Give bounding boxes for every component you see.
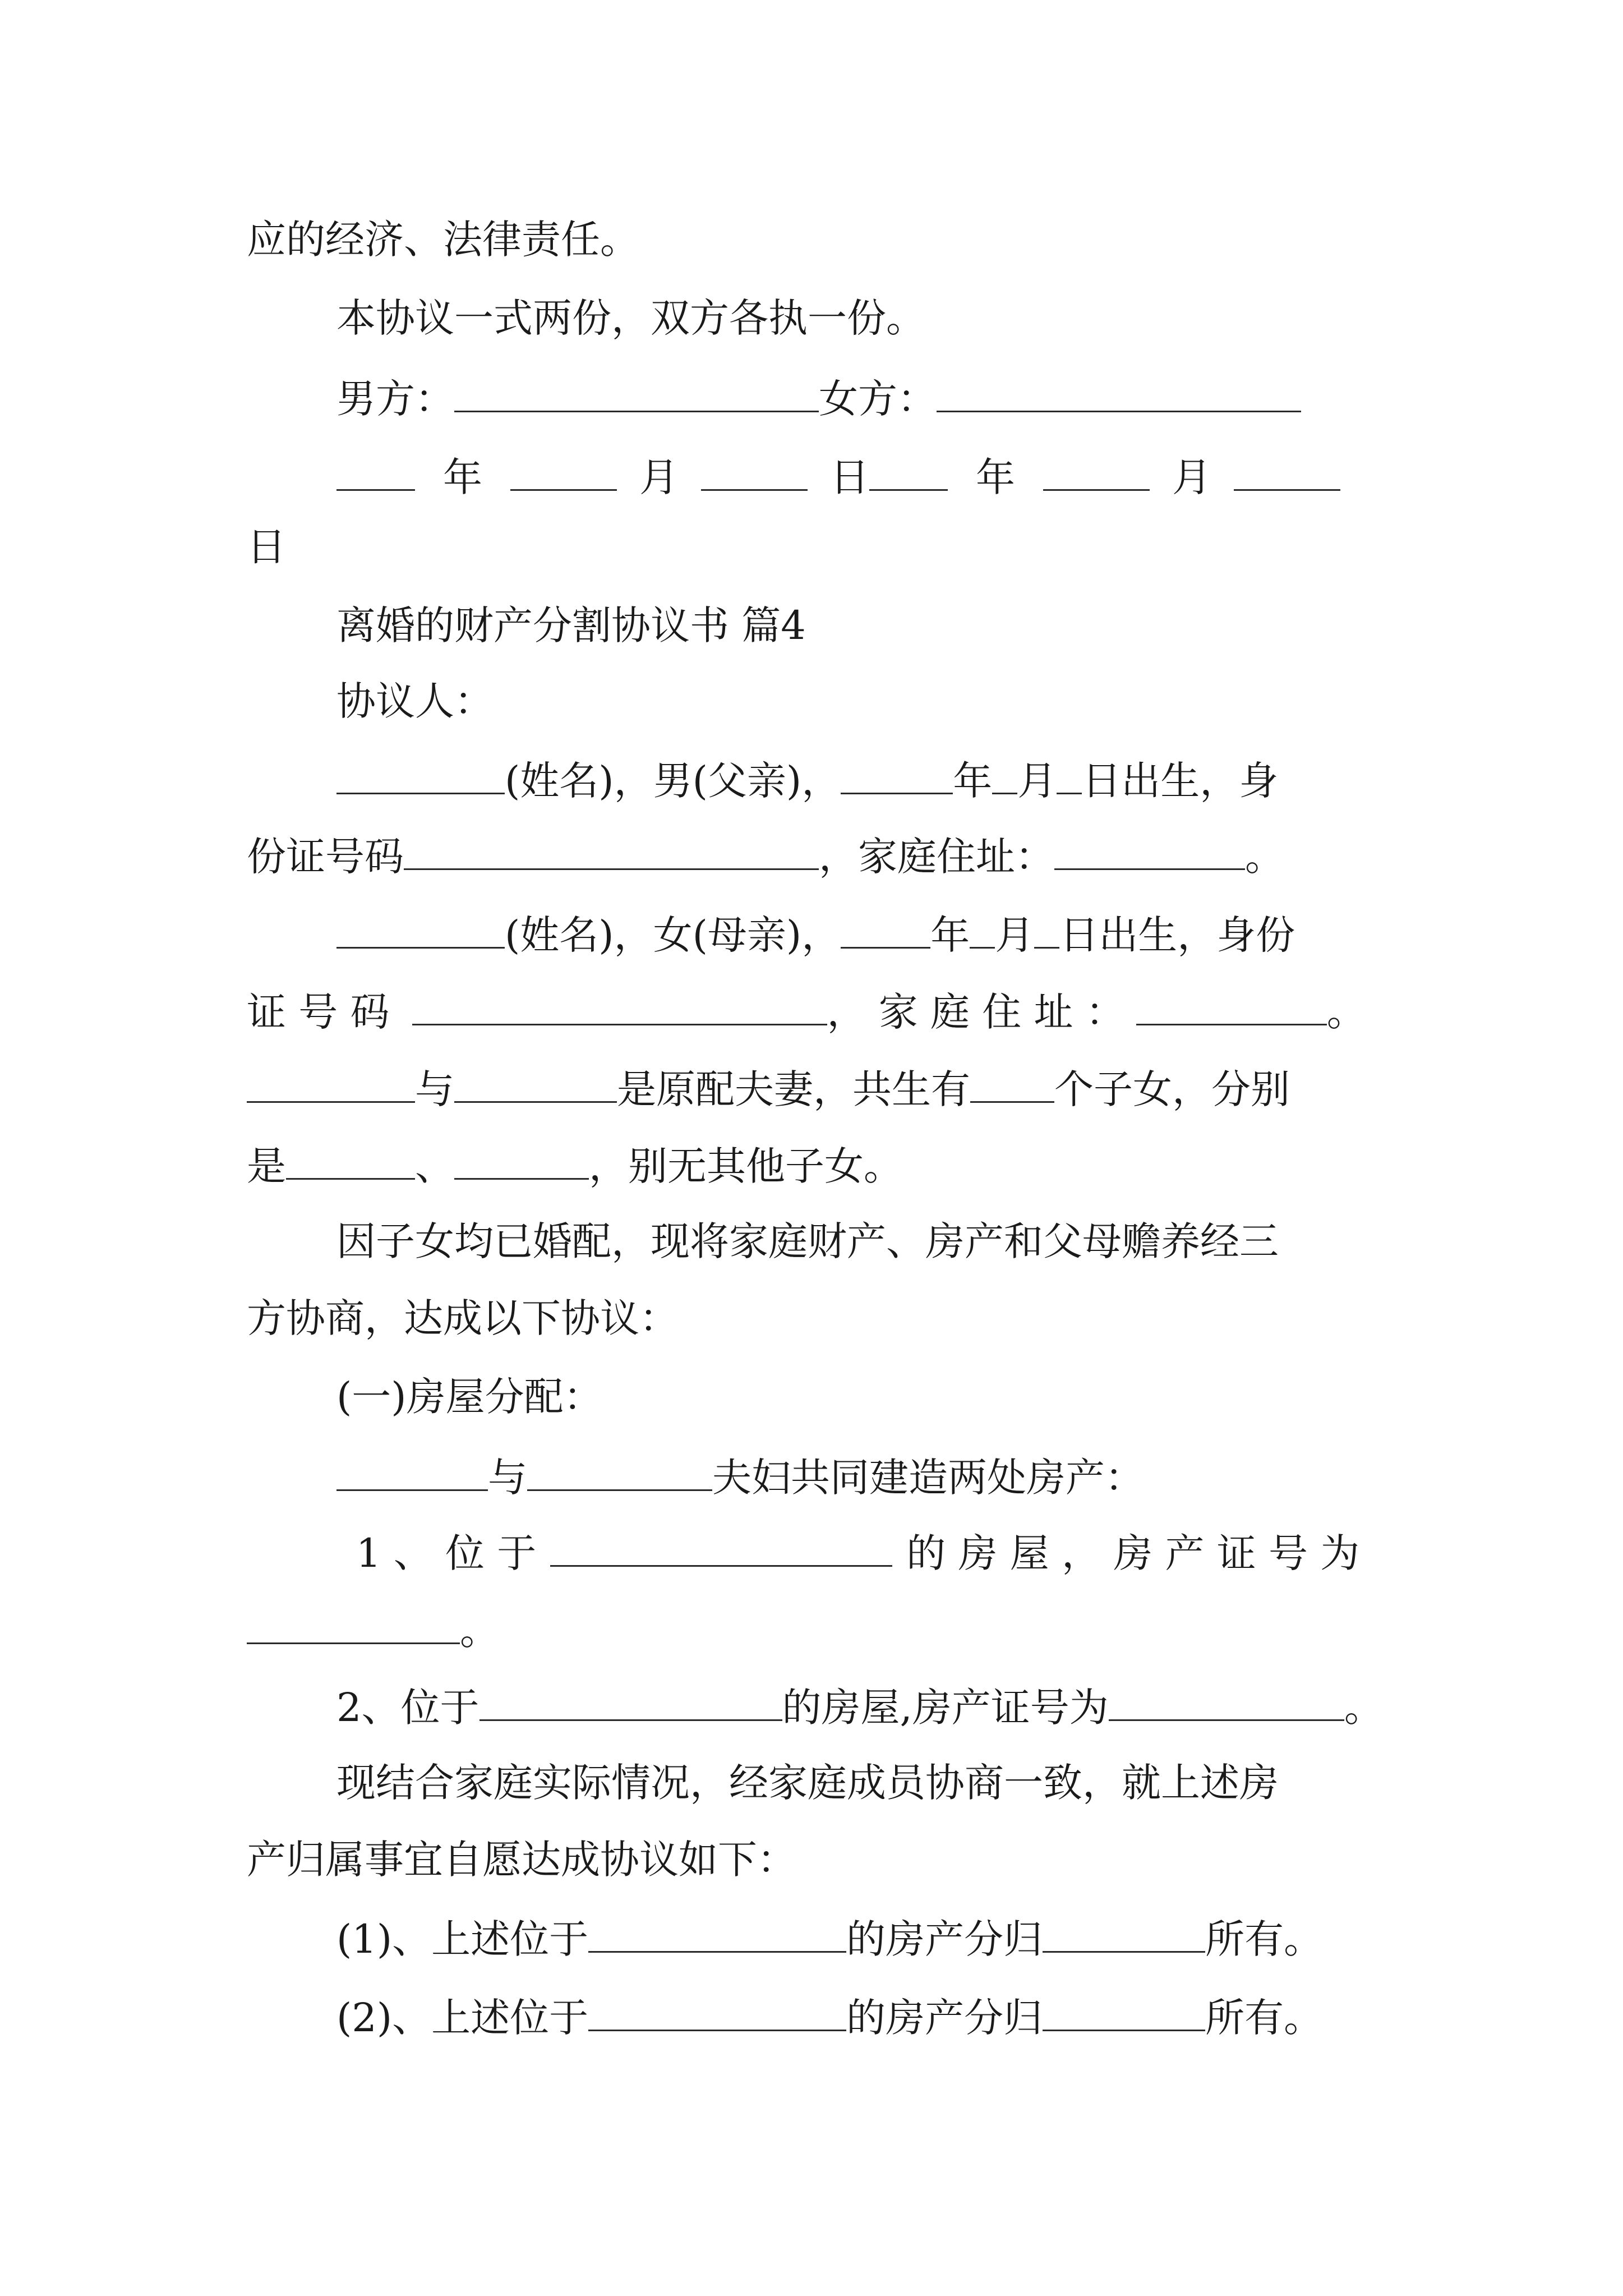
month-blank [992,753,1017,794]
text-line [336,1912,1323,1964]
text: 。 [1326,989,1366,1035]
text-line [356,1526,1359,1579]
text: 。 [1344,1685,1384,1731]
father-line [336,753,1278,806]
text: 协议人： [336,678,494,724]
text: 本协议一式两份，双方各执一份。 [336,295,925,341]
day-blank [1234,450,1340,491]
text: 方协商，达成以下协议： [247,1295,679,1341]
text: 与 [415,1066,454,1112]
text: (姓名)，男(父亲)， [505,758,841,804]
owner-blank [1043,1990,1205,2031]
text: 是原配夫妻，共生有 [617,1066,970,1112]
text: ， 家 庭 住 址 ： [827,989,1125,1035]
text-line [336,1757,1279,1808]
year-label: 年 [443,454,482,500]
text-line [247,214,639,265]
text: 日出生，身 [1082,758,1279,804]
location-blank [479,1680,782,1721]
text-line [336,1990,1323,2043]
male-signature-blank [454,371,819,412]
text: 因子女均已婚配，现将家庭财产、房产和父母赡养经三 [336,1218,1279,1264]
text: 的房产分归 [846,1916,1043,1962]
year-label: 年 [976,454,1015,500]
name-blank [527,1450,712,1491]
text-line [247,1293,679,1343]
month-blank [510,450,617,491]
text: 。 [460,1608,499,1654]
name-blank [336,753,505,794]
month-label: 月 [639,454,679,500]
child-name-blank [286,1139,415,1180]
name-blank [454,1062,617,1103]
month-label: 月 [1172,454,1211,500]
day-blank [1057,753,1082,794]
text-line [247,522,286,572]
date-line [336,450,1340,503]
text-line [247,829,1284,882]
text-line [336,676,494,726]
text: 的 房 屋 ， 房 产 证 号 为 [906,1530,1360,1576]
text: 个子女，分别 [1054,1066,1290,1112]
text: 与 [488,1455,527,1501]
id-number-blank [404,829,819,870]
text: (姓名)，女(母亲)， [505,912,841,958]
day-label: 日 [247,524,286,570]
text-line [336,1450,1144,1503]
subheading: (一)房屋分配： [336,1374,603,1420]
certificate-blank [1109,1680,1344,1721]
year-blank [336,450,415,491]
text: ，别无其他子女。 [589,1143,903,1189]
name-blank [247,1062,415,1103]
text-line [336,1372,603,1422]
count-blank [970,1062,1054,1103]
text: 日出生，身份 [1059,912,1295,958]
text: 是 [247,1143,286,1189]
text: 的房屋,房产证号为 [782,1685,1109,1731]
text: 1 、 位 于 [356,1530,537,1576]
text: 年 [930,912,970,958]
address-blank [1136,984,1327,1025]
section-heading: 离婚的财产分割协议书 篇4 [336,602,806,648]
text: (1)、上述位于 [336,1916,589,1962]
text: 月 [995,912,1035,958]
month-blank [970,908,995,949]
day-blank [701,450,808,491]
female-label: 女方： [819,376,937,422]
certificate-blank [247,1603,460,1644]
text: 所有。 [1205,1995,1324,2041]
text-line [247,1834,796,1885]
text: (2)、上述位于 [336,1995,589,2041]
male-label: 男方： [336,376,454,422]
day-blank [1034,908,1059,949]
location-blank [550,1526,892,1567]
text: 证 号 码 [247,989,390,1035]
year-blank [841,908,930,949]
name-blank [336,908,505,949]
section-title [336,600,806,651]
id-number-blank [412,984,827,1025]
name-blank [336,1450,488,1491]
text-line [247,1139,903,1191]
mother-line [336,908,1295,960]
text: 份证号码 [247,834,404,880]
text: 夫妇共同建造两处房产： [712,1455,1144,1501]
location-blank [588,1912,846,1953]
text-line [247,984,1366,1037]
text-line [336,1216,1279,1267]
text: 、 [415,1143,454,1189]
location-blank [588,1990,846,2031]
child-name-blank [454,1139,589,1180]
text: 年 [953,758,993,804]
text: 应的经济、法律责任。 [247,217,639,263]
text: ，家庭住址： [819,834,1054,880]
text-line [336,1680,1384,1733]
month-blank [1043,450,1150,491]
text: 。 [1245,834,1284,880]
text: 月 [1017,758,1057,804]
text: 现结合家庭实际情况，经家庭成员协商一致，就上述房 [336,1760,1279,1806]
year-blank [841,753,953,794]
text-line [247,1603,499,1656]
year-blank [869,450,948,491]
female-signature-blank [937,371,1301,412]
text-line [247,1062,1290,1115]
text: 产归属事宜自愿达成协议如下： [247,1837,796,1883]
text: 的房产分归 [846,1995,1043,2041]
text: 所有。 [1205,1916,1324,1962]
text-line [336,293,925,343]
signature-line [336,371,1301,424]
address-blank [1054,829,1245,870]
day-label: 日 [830,454,869,500]
text: 2、位于 [336,1685,479,1731]
owner-blank [1043,1912,1205,1953]
